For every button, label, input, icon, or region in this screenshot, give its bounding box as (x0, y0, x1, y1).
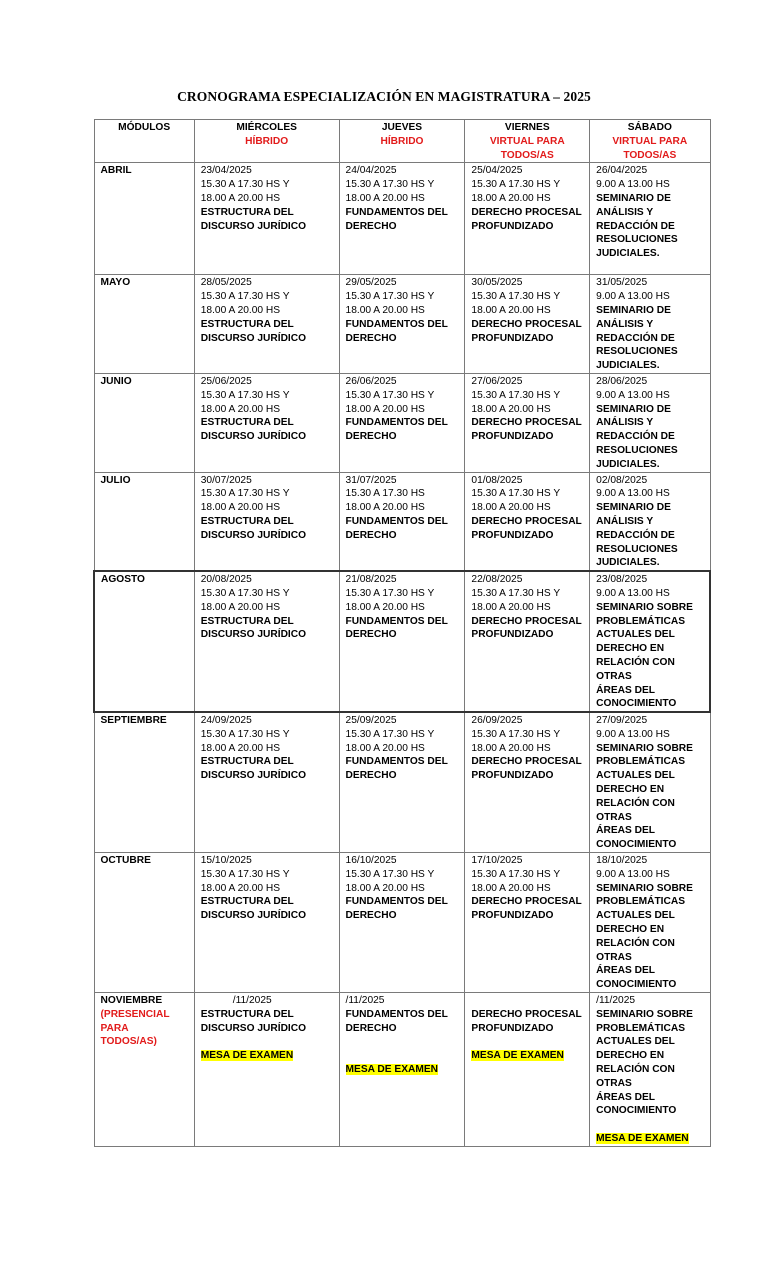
session-time: 18.00 A 20.00 HS (200, 882, 281, 894)
session-subject: DERECHO (345, 910, 397, 922)
session-time: 18.00 A 20.00 HS (345, 403, 425, 415)
session-time: 15.30 A 17.30 HS Y (345, 587, 435, 599)
session-date: 16/10/2025 (345, 855, 397, 867)
session-cell-wed (194, 712, 339, 852)
schedule-table (93, 119, 711, 1147)
session-date: /11/2025 (596, 995, 636, 1007)
session-subject: PROBLEMÁTICAS (596, 1022, 686, 1034)
session-subject: DISCURSO JURÍDICO (200, 629, 307, 641)
session-subject: ANÁLISIS Y (596, 417, 654, 429)
month-note: TODOS/AS) (100, 1036, 157, 1048)
month-cell (94, 163, 194, 275)
session-time: 15.30 A 17.30 HS Y (345, 291, 435, 303)
header-sabado (590, 120, 710, 163)
session-time: 9.00 A 13.00 HS (596, 587, 670, 599)
session-cell-wed (194, 163, 339, 275)
session-time: 15.30 A 17.30 HS Y (345, 389, 435, 401)
page-title: CRONOGRAMA ESPECIALIZACIÓN EN MAGISTRATURA – 2025 (177, 89, 591, 104)
session-time: 18.00 A 20.00 HS (345, 502, 425, 514)
session-subject: ACTUALES DEL (596, 629, 675, 641)
session-subject: ESTRUCTURA DEL (200, 515, 294, 527)
session-time: 18.00 A 20.00 HS (200, 403, 281, 415)
session-date: 28/05/2025 (200, 277, 252, 289)
session-subject: DERECHO (345, 332, 397, 344)
session-cell-sat (590, 571, 710, 712)
header-modulos (94, 120, 194, 163)
session-time: 9.00 A 13.00 HS (596, 868, 670, 880)
session-time: 15.30 A 17.30 HS (345, 488, 425, 500)
session-cell-sat (590, 472, 710, 571)
session-subject: FUNDAMENTOS DEL (345, 515, 448, 527)
session-cell-wed (194, 472, 339, 571)
session-subject: RESOLUCIONES (596, 444, 678, 456)
month-label: NOVIEMBRE (100, 995, 163, 1007)
month-cell (94, 373, 194, 472)
session-date: 23/08/2025 (596, 574, 648, 586)
session-subject: FUNDAMENTOS DEL (345, 615, 448, 627)
session-subject: REDACCIÓN DE (596, 529, 675, 541)
session-time: 18.00 A 20.00 HS (345, 601, 425, 613)
session-subject: JUDICIALES. (596, 248, 660, 260)
session-subject: DERECHO PROCESAL (471, 318, 582, 330)
session-cell-wed (194, 853, 339, 993)
month-label: JULIO (100, 474, 131, 486)
session-subject: ANÁLISIS Y (596, 515, 654, 527)
month-cell (94, 275, 194, 374)
session-subject: ESTRUCTURA DEL (200, 896, 294, 908)
session-subject: DISCURSO JURÍDICO (200, 431, 307, 443)
session-cell-sat (590, 163, 710, 275)
session-date: 31/07/2025 (345, 474, 397, 486)
exam-badge: MESA DE EXAMEN (471, 1050, 564, 1062)
session-time: 18.00 A 20.00 HS (200, 502, 281, 514)
session-time: 15.30 A 17.30 HS Y (200, 179, 290, 191)
session-cell-fri (465, 571, 590, 712)
session-cell-thu (339, 853, 465, 993)
session-subject: ÁREAS DEL (596, 825, 656, 837)
session-subject: PROBLEMÁTICAS (596, 756, 686, 768)
header-modality: HÍBRIDO (245, 135, 289, 147)
session-subject: DISCURSO JURÍDICO (200, 770, 307, 782)
session-date: /11/2025 (345, 995, 385, 1007)
month-note: (PRESENCIAL PARA (100, 1008, 170, 1034)
session-subject: DERECHO (345, 1022, 397, 1034)
session-subject: DERECHO (345, 770, 397, 782)
session-date: 28/06/2025 (596, 375, 648, 387)
session-date: 30/05/2025 (471, 277, 523, 289)
table-row-septiembre (94, 712, 710, 852)
session-time: 15.30 A 17.30 HS Y (200, 291, 290, 303)
session-subject: PROFUNDIZADO (471, 1022, 554, 1034)
session-time: 15.30 A 17.30 HS Y (345, 179, 435, 191)
session-time: 18.00 A 20.00 HS (471, 304, 551, 316)
session-date: 20/08/2025 (200, 574, 252, 586)
session-time: 18.00 A 20.00 HS (200, 192, 281, 204)
session-subject: REDACCIÓN DE (596, 332, 675, 344)
session-date: 27/06/2025 (471, 375, 523, 387)
session-cell-thu (339, 571, 465, 712)
session-time: 9.00 A 13.00 HS (596, 389, 670, 401)
session-subject: JUDICIALES. (596, 360, 660, 372)
session-subject: ACTUALES DEL (596, 910, 675, 922)
session-subject: ACTUALES DEL (596, 1036, 675, 1048)
month-cell (94, 712, 194, 852)
session-subject: PROFUNDIZADO (471, 431, 554, 443)
session-date: 26/04/2025 (596, 165, 648, 177)
header-label: MIÉRCOLES (236, 122, 297, 133)
session-cell-fri (465, 472, 590, 571)
session-date: 18/10/2025 (596, 855, 648, 867)
session-subject: RELACIÓN CON OTRAS (596, 1064, 675, 1089)
session-subject: ESTRUCTURA DEL (200, 756, 294, 768)
session-time: 18.00 A 20.00 HS (345, 304, 425, 316)
session-date: 17/10/2025 (471, 855, 523, 867)
header-modality: VIRTUAL PARA TODOS/AS (489, 135, 565, 161)
session-subject: ANÁLISIS Y (596, 206, 654, 218)
session-subject: PROFUNDIZADO (471, 220, 554, 232)
session-time: 15.30 A 17.30 HS Y (345, 728, 435, 740)
header-label: JUEVES (381, 122, 423, 133)
month-label: OCTUBRE (100, 855, 151, 867)
table-row-agosto (94, 571, 710, 712)
session-subject: ESTRUCTURA DEL (200, 1008, 294, 1020)
session-cell-sat (590, 853, 710, 993)
month-cell (94, 853, 194, 993)
session-subject: ESTRUCTURA DEL (200, 318, 294, 330)
session-subject: DERECHO PROCESAL (471, 615, 582, 627)
session-subject: SEMINARIO DE (596, 192, 671, 204)
session-subject: SEMINARIO DE (596, 502, 671, 514)
session-subject: RESOLUCIONES (596, 346, 678, 358)
month-cell (94, 571, 194, 712)
session-time: 15.30 A 17.30 HS Y (200, 587, 290, 599)
session-time: 9.00 A 13.00 HS (596, 291, 670, 303)
session-date: 27/09/2025 (596, 715, 648, 727)
session-subject: DISCURSO JURÍDICO (200, 220, 307, 232)
session-subject: JUDICIALES. (596, 458, 660, 470)
session-date: 30/07/2025 (200, 474, 252, 486)
session-subject: FUNDAMENTOS DEL (345, 206, 448, 218)
exam-badge: MESA DE EXAMEN (200, 1050, 294, 1062)
session-cell-sat (590, 373, 710, 472)
session-time: 18.00 A 20.00 HS (345, 192, 425, 204)
session-subject: DISCURSO JURÍDICO (200, 529, 307, 541)
session-subject: DERECHO PROCESAL (471, 417, 582, 429)
session-subject: ÁREAS DEL (596, 1091, 656, 1103)
session-subject: ÁREAS DEL (596, 965, 656, 977)
header-jueves (339, 120, 465, 163)
session-date: 31/05/2025 (596, 277, 648, 289)
session-subject: DERECHO PROCESAL (471, 896, 582, 908)
session-subject: CONOCIMIENTO (596, 979, 677, 991)
session-time: 18.00 A 20.00 HS (471, 882, 551, 894)
session-subject: SEMINARIO SOBRE (596, 601, 693, 613)
session-date: 02/08/2025 (596, 474, 648, 486)
session-time: 15.30 A 17.30 HS Y (345, 868, 435, 880)
session-cell-fri (465, 853, 590, 993)
session-cell-fri (465, 163, 590, 275)
session-subject: CONOCIMIENTO (596, 698, 677, 710)
session-subject: SEMINARIO SOBRE (596, 882, 693, 894)
month-label: MAYO (100, 277, 131, 289)
session-time: 18.00 A 20.00 HS (471, 742, 551, 754)
session-subject: DERECHO (345, 220, 397, 232)
session-date: 01/08/2025 (471, 474, 523, 486)
session-cell-thu (339, 712, 465, 852)
session-date: 23/04/2025 (200, 165, 252, 177)
exam-badge: MESA DE EXAMEN (345, 1064, 438, 1076)
session-subject: DERECHO (345, 529, 397, 541)
session-subject: PROBLEMÁTICAS (596, 896, 686, 908)
session-cell-thu (339, 993, 465, 1147)
session-subject: FUNDAMENTOS DEL (345, 1008, 448, 1020)
session-cell-sat (590, 712, 710, 852)
session-subject: DERECHO EN (596, 924, 665, 936)
session-time: 15.30 A 17.30 HS Y (200, 728, 290, 740)
table-row-octubre (94, 853, 710, 993)
session-time: 15.30 A 17.30 HS Y (200, 488, 290, 500)
month-label: ABRIL (100, 165, 132, 177)
session-cell-sat (590, 993, 710, 1147)
session-cell-thu (339, 275, 465, 374)
session-time: 15.30 A 17.30 HS Y (471, 389, 561, 401)
session-time: 15.30 A 17.30 HS Y (471, 488, 561, 500)
session-subject: PROFUNDIZADO (471, 529, 554, 541)
session-cell-fri (465, 712, 590, 852)
session-cell-wed (194, 275, 339, 374)
session-cell-fri (465, 993, 590, 1147)
session-subject: FUNDAMENTOS DEL (345, 896, 448, 908)
session-subject: DERECHO PROCESAL (471, 206, 582, 218)
session-subject: DISCURSO JURÍDICO (200, 1022, 307, 1034)
session-subject: DERECHO EN (596, 643, 665, 655)
session-time: 15.30 A 17.30 HS Y (200, 868, 290, 880)
session-time: 18.00 A 20.00 HS (471, 403, 551, 415)
session-subject: REDACCIÓN DE (596, 220, 675, 232)
session-time: 18.00 A 20.00 HS (200, 601, 281, 613)
session-subject: CONOCIMIENTO (596, 839, 677, 851)
session-date: 25/06/2025 (200, 375, 252, 387)
session-cell-thu (339, 472, 465, 571)
month-cell (94, 993, 194, 1147)
session-subject: FUNDAMENTOS DEL (345, 756, 448, 768)
session-subject: DERECHO EN (596, 1050, 665, 1062)
session-time: 18.00 A 20.00 HS (471, 502, 551, 514)
session-subject: JUDICIALES. (596, 557, 660, 569)
session-subject: DERECHO PROCESAL (471, 515, 582, 527)
session-subject: SEMINARIO SOBRE (596, 742, 693, 754)
month-label: AGOSTO (101, 574, 145, 586)
session-subject: FUNDAMENTOS DEL (345, 417, 448, 429)
session-subject: DERECHO PROCESAL (471, 756, 582, 768)
session-time: 15.30 A 17.30 HS Y (471, 728, 561, 740)
session-cell-fri (465, 275, 590, 374)
session-date: 24/09/2025 (200, 715, 252, 727)
session-cell-thu (339, 163, 465, 275)
session-subject: CONOCIMIENTO (596, 1105, 677, 1117)
session-subject: DISCURSO JURÍDICO (200, 910, 307, 922)
session-time: 9.00 A 13.00 HS (596, 728, 670, 740)
table-row-noviembre (94, 993, 710, 1147)
table-row-mayo (94, 275, 710, 374)
session-subject: ESTRUCTURA DEL (200, 206, 294, 218)
session-date: 15/10/2025 (200, 855, 252, 867)
session-subject: ESTRUCTURA DEL (200, 417, 294, 429)
header-miercoles (194, 120, 339, 163)
session-cell-wed (194, 571, 339, 712)
session-date: 26/09/2025 (471, 715, 523, 727)
session-subject: ANÁLISIS Y (596, 318, 654, 330)
session-cell-thu (339, 373, 465, 472)
session-subject: ACTUALES DEL (596, 770, 675, 782)
session-subject: PROFUNDIZADO (471, 629, 554, 641)
session-time: 18.00 A 20.00 HS (200, 304, 281, 316)
session-time: 15.30 A 17.30 HS Y (200, 389, 290, 401)
header-label: SÁBADO (627, 122, 672, 133)
session-time: 9.00 A 13.00 HS (596, 179, 670, 191)
session-subject: RELACIÓN CON OTRAS (596, 937, 675, 963)
header-label: VIERNES (504, 122, 550, 133)
session-subject: RESOLUCIONES (596, 234, 678, 246)
table-row-junio (94, 373, 710, 472)
session-subject: RELACIÓN CON OTRAS (596, 797, 675, 823)
session-time: 9.00 A 13.00 HS (596, 488, 670, 500)
session-subject: REDACCIÓN DE (596, 431, 675, 443)
month-label: SEPTIEMBRE (100, 715, 167, 727)
session-subject: PROBLEMÁTICAS (596, 615, 686, 627)
session-time: 15.30 A 17.30 HS Y (471, 291, 561, 303)
exam-badge: MESA DE EXAMEN (596, 1133, 689, 1144)
header-modality: VIRTUAL PARA TODOS/AS (612, 135, 688, 161)
session-time: 15.30 A 17.30 HS Y (471, 868, 561, 880)
session-subject: ESTRUCTURA DEL (200, 615, 294, 627)
session-subject: PROFUNDIZADO (471, 910, 554, 922)
session-date: 25/04/2025 (471, 165, 523, 177)
header-label: MÓDULOS (118, 122, 171, 133)
session-time: 18.00 A 20.00 HS (345, 742, 425, 754)
session-subject: SEMINARIO DE (596, 403, 671, 415)
session-time: 15.30 A 17.30 HS Y (471, 587, 561, 599)
month-cell (94, 472, 194, 571)
session-subject: SEMINARIO SOBRE (596, 1008, 693, 1020)
session-date: 21/08/2025 (345, 574, 397, 586)
session-date: 26/06/2025 (345, 375, 397, 387)
session-date: 22/08/2025 (471, 574, 523, 586)
header-viernes (465, 120, 590, 163)
session-date: 24/04/2025 (345, 165, 397, 177)
session-subject: PROFUNDIZADO (471, 332, 554, 344)
session-cell-wed (194, 373, 339, 472)
table-row-abril (94, 163, 710, 275)
session-subject: ÁREAS DEL (596, 684, 656, 696)
session-time: 18.00 A 20.00 HS (200, 742, 281, 754)
header-modality: HÍBRIDO (380, 135, 424, 147)
session-cell-wed (194, 993, 339, 1147)
session-subject: RELACIÓN CON OTRAS (596, 656, 675, 682)
session-subject: DERECHO (345, 629, 397, 641)
session-subject: FUNDAMENTOS DEL (345, 318, 448, 330)
month-label: JUNIO (100, 375, 132, 387)
session-time: 18.00 A 20.00 HS (345, 882, 425, 894)
session-subject: DERECHO (345, 431, 397, 443)
session-time: 18.00 A 20.00 HS (471, 601, 551, 613)
session-date: /11/2025 (232, 995, 272, 1007)
session-subject: DERECHO EN (596, 784, 665, 796)
session-subject: DERECHO PROCESAL (471, 1008, 582, 1020)
session-time: 18.00 A 20.00 HS (471, 192, 551, 204)
session-date: 25/09/2025 (345, 715, 397, 727)
session-cell-fri (465, 373, 590, 472)
session-time: 15.30 A 17.30 HS Y (471, 179, 561, 191)
header-row (94, 120, 710, 163)
session-subject: DISCURSO JURÍDICO (200, 332, 307, 344)
session-subject: SEMINARIO DE (596, 304, 671, 316)
session-date: 29/05/2025 (345, 277, 397, 289)
table-row-julio (94, 472, 710, 571)
session-cell-sat (590, 275, 710, 374)
session-subject: PROFUNDIZADO (471, 770, 554, 782)
session-subject: RESOLUCIONES (596, 543, 678, 555)
